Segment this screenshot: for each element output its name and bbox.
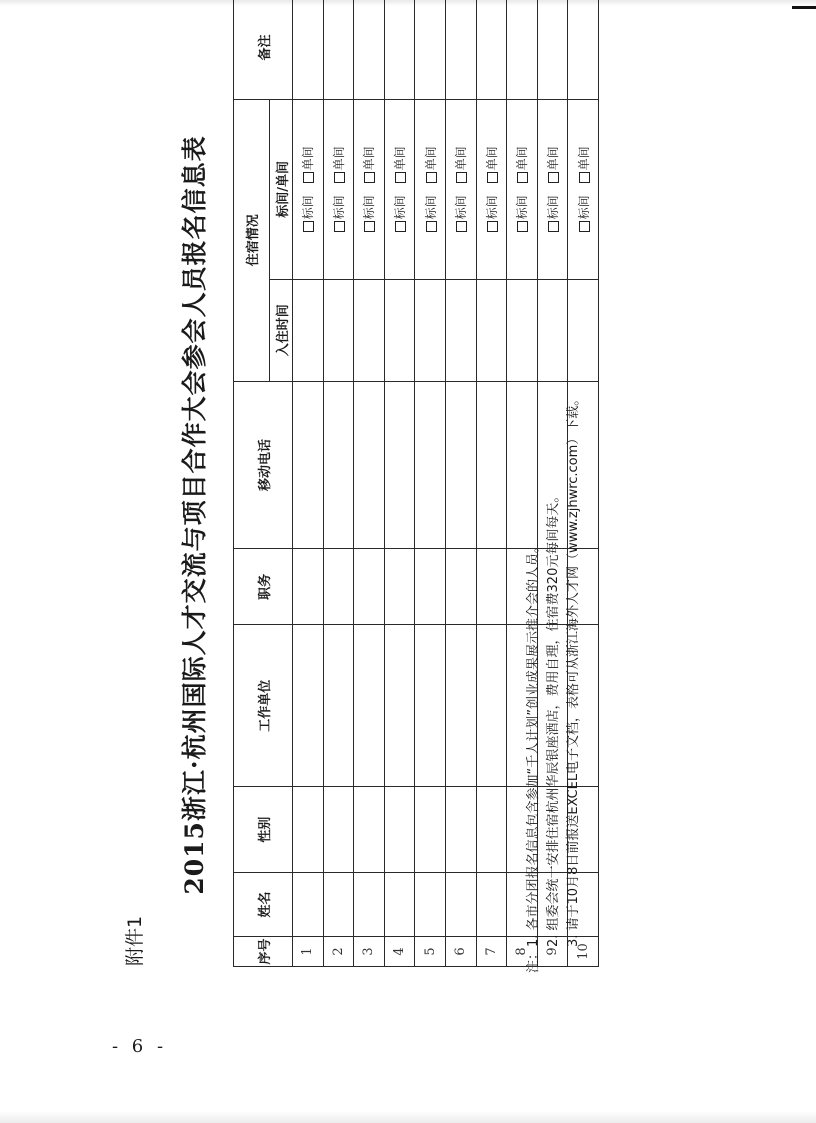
cell-mobile[interactable] (293, 381, 324, 549)
room-option[interactable] (393, 146, 407, 183)
cell-employer[interactable] (476, 625, 507, 787)
cell-gender[interactable] (293, 787, 324, 873)
note-line-1 (524, 73, 544, 973)
checkbox-icon[interactable] (426, 221, 437, 232)
checkbox-icon[interactable] (364, 221, 375, 232)
room-option[interactable] (485, 146, 499, 183)
cell-seq: 6 (445, 937, 476, 967)
cell-room-type[interactable] (415, 99, 446, 279)
cell-position[interactable] (415, 549, 446, 625)
room-option[interactable] (332, 146, 346, 183)
cell-seq: 8 (507, 937, 538, 967)
table-row (415, 0, 446, 967)
room-option[interactable] (393, 195, 407, 232)
room-option[interactable] (454, 146, 468, 183)
table-row (293, 0, 324, 967)
room-option[interactable] (424, 146, 438, 183)
room-option[interactable] (332, 195, 346, 232)
table-row (354, 0, 385, 967)
cell-position[interactable] (354, 549, 385, 625)
cell-mobile[interactable] (384, 381, 415, 549)
room-option-label: 标间 (515, 195, 530, 220)
room-option-label: 单间 (546, 146, 561, 171)
room-option-label: 单间 (454, 146, 469, 171)
cell-room-type[interactable] (476, 99, 507, 279)
cell-seq: 9 (537, 937, 568, 967)
cell-employer[interactable] (293, 625, 324, 787)
room-option[interactable] (485, 195, 499, 232)
cell-checkin[interactable] (476, 279, 507, 381)
room-option-label: 单间 (331, 146, 346, 171)
cell-gender[interactable] (415, 787, 446, 873)
room-option-label: 单间 (423, 146, 438, 171)
cell-seq: 3 (354, 937, 385, 967)
checkbox-icon[interactable] (426, 172, 437, 183)
cell-room-type[interactable] (384, 99, 415, 279)
cell-position[interactable] (293, 549, 324, 625)
room-option-label: 单间 (301, 146, 316, 171)
room-option[interactable] (301, 146, 315, 183)
room-option-label: 单间 (484, 146, 499, 171)
cell-name[interactable] (354, 873, 385, 937)
table-row (323, 0, 354, 967)
cell-mobile[interactable] (354, 381, 385, 549)
cell-position[interactable] (323, 549, 354, 625)
cell-mobile[interactable] (323, 381, 354, 549)
cell-seq: 4 (384, 937, 415, 967)
notes-label: 注： (526, 946, 541, 973)
notes-block (524, 73, 584, 973)
attachment-label: 附件1 (124, 915, 146, 966)
cell-remarks[interactable] (293, 0, 324, 99)
checkbox-icon[interactable] (487, 221, 498, 232)
cell-remarks[interactable] (476, 0, 507, 99)
room-option[interactable] (301, 195, 315, 232)
cell-seq: 7 (476, 937, 507, 967)
room-option-label: 标间 (393, 195, 408, 220)
cell-gender[interactable] (323, 787, 354, 873)
header-position: 职务 (234, 549, 293, 625)
checkbox-icon[interactable] (303, 221, 314, 232)
cell-remarks[interactable] (384, 0, 415, 99)
cell-employer[interactable] (415, 625, 446, 787)
cell-position[interactable] (445, 549, 476, 625)
room-option-label: 标间 (331, 195, 346, 220)
cell-checkin[interactable] (445, 279, 476, 381)
header-room-type: 标间/单间 (270, 99, 293, 279)
checkbox-icon[interactable] (395, 172, 406, 183)
room-option-label: 标间 (423, 195, 438, 220)
table-row (384, 0, 415, 967)
room-option-label: 单间 (362, 146, 377, 171)
cell-checkin[interactable] (384, 279, 415, 381)
cell-name[interactable] (476, 873, 507, 937)
room-option[interactable] (454, 195, 468, 232)
checkbox-icon[interactable] (456, 221, 467, 232)
cell-checkin[interactable] (293, 279, 324, 381)
checkbox-icon[interactable] (487, 172, 498, 183)
cell-checkin[interactable] (323, 279, 354, 381)
page-number: - 6 - (112, 1036, 168, 1057)
note-line-3 (564, 73, 584, 973)
scan-edge-bottom (0, 1111, 816, 1123)
cell-mobile[interactable] (476, 381, 507, 549)
cell-seq: 5 (415, 937, 446, 967)
header-name: 姓名 (234, 873, 293, 937)
room-option[interactable] (424, 195, 438, 232)
note-item: 1. 各市分团报名信息包含参加“千人计划”创业成果展示推介会的人员。 (526, 539, 541, 947)
cell-name[interactable] (415, 873, 446, 937)
cell-gender[interactable] (354, 787, 385, 873)
cell-gender[interactable] (384, 787, 415, 873)
header-seq: 序号 (234, 937, 293, 967)
cell-room-type[interactable] (445, 99, 476, 279)
cell-employer[interactable] (445, 625, 476, 787)
checkbox-icon[interactable] (364, 172, 375, 183)
room-option[interactable] (362, 195, 376, 232)
header-gender: 性别 (234, 787, 293, 873)
rotated-page-content (120, 34, 591, 990)
cell-gender[interactable] (476, 787, 507, 873)
header-employer: 工作单位 (234, 625, 293, 787)
room-option[interactable] (362, 146, 376, 183)
cell-employer[interactable] (323, 625, 354, 787)
checkbox-icon[interactable] (303, 172, 314, 183)
room-option-label: 标间 (362, 195, 377, 220)
cell-mobile[interactable] (445, 381, 476, 549)
cell-seq: 10 (568, 937, 599, 967)
room-option-label: 标间 (576, 195, 591, 220)
cell-room-type[interactable] (323, 99, 354, 279)
header-accommodation: 住宿情况 (234, 99, 270, 381)
cell-name[interactable] (323, 873, 354, 937)
header-remarks: 备注 (234, 0, 293, 99)
checkbox-icon[interactable] (456, 172, 467, 183)
note-line-2 (544, 73, 564, 973)
cell-mobile[interactable] (415, 381, 446, 549)
cell-seq: 2 (323, 937, 354, 967)
cell-remarks[interactable] (445, 0, 476, 99)
document-title: 2015浙江·杭州国际人才交流与项目合作大会参会人员报名信息表 (180, 135, 209, 895)
cell-checkin[interactable] (415, 279, 446, 381)
room-option-label: 标间 (546, 195, 561, 220)
cell-seq: 1 (293, 937, 324, 967)
room-option-label: 标间 (454, 195, 469, 220)
cell-name[interactable] (293, 873, 324, 937)
room-option-label: 标间 (301, 195, 316, 220)
cell-employer[interactable] (354, 625, 385, 787)
cell-gender[interactable] (445, 787, 476, 873)
room-option-label: 标间 (484, 195, 499, 220)
cell-position[interactable] (384, 549, 415, 625)
checkbox-icon[interactable] (334, 172, 345, 183)
table-row (445, 0, 476, 967)
cell-employer[interactable] (384, 625, 415, 787)
cell-name[interactable] (445, 873, 476, 937)
header-checkin: 入住时间 (270, 279, 293, 381)
checkbox-icon[interactable] (395, 221, 406, 232)
cell-remarks[interactable] (323, 0, 354, 99)
cell-remarks[interactable] (354, 0, 385, 99)
header-mobile: 移动电话 (234, 381, 293, 549)
cell-checkin[interactable] (354, 279, 385, 381)
note-item: 2. 组委会统一安排住宿杭州华辰银座酒店，费用自理，住宿费320元每间每天。 (546, 489, 561, 947)
checkbox-icon[interactable] (334, 221, 345, 232)
cell-position[interactable] (476, 549, 507, 625)
room-option-label: 单间 (393, 146, 408, 171)
cell-room-type[interactable] (354, 99, 385, 279)
cell-room-type[interactable] (293, 99, 324, 279)
note-item: 3. 请于10月8日前报送EXCEL电子文档，表格可从浙江海外人才网（www.zjhwrc.com）下载。 (566, 392, 581, 947)
room-option-label: 单间 (515, 146, 530, 171)
cell-remarks[interactable] (415, 0, 446, 99)
cell-name[interactable] (384, 873, 415, 937)
room-option-label: 单间 (576, 146, 591, 171)
table-row (476, 0, 507, 967)
scan-corner-mark (792, 6, 816, 9)
table-header-row (234, 0, 270, 967)
